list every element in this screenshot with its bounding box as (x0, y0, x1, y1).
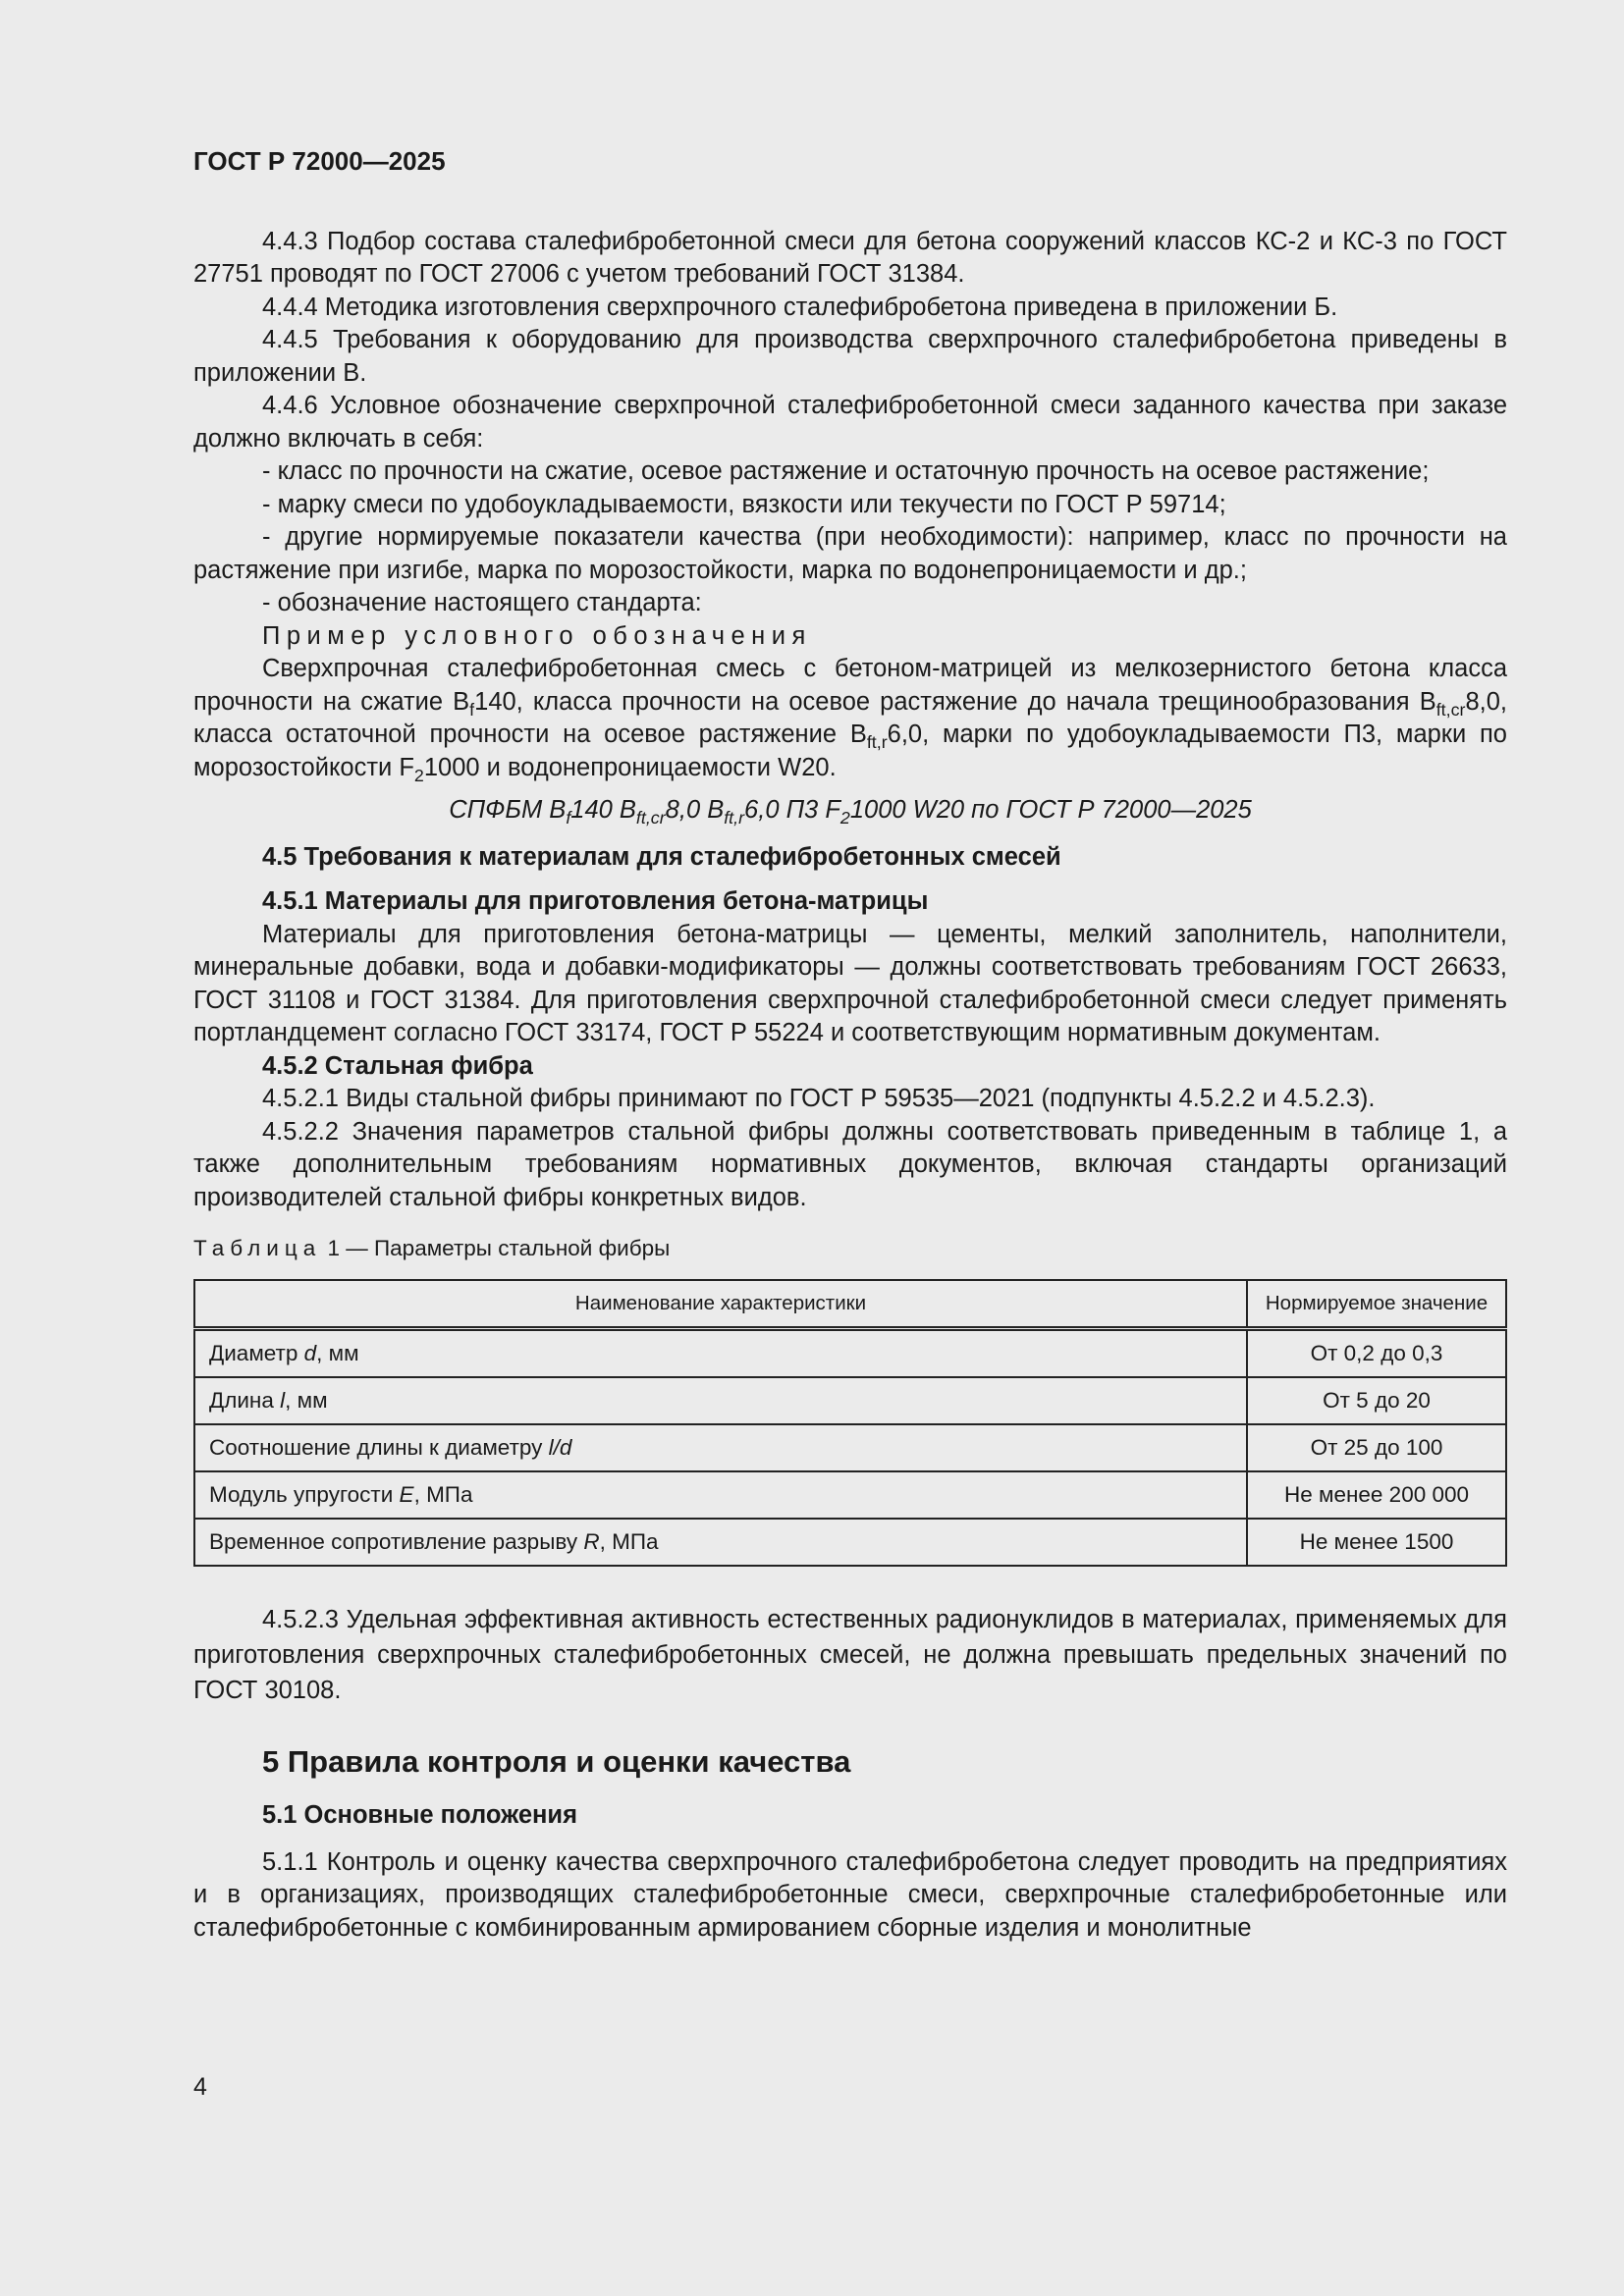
clause-4-4-6: 4.4.6 Условное обозначение сверхпрочной сталефибробетонной смеси заданного качества при заказе должно включать в себя: (193, 392, 1507, 453)
section-heading-4-5-2: 4.5.2 Стальная фибра (262, 1051, 533, 1080)
section-heading-4-5-1: 4.5.1 Материалы для приготовления бетона-матрицы (262, 887, 929, 915)
list-item: - марку смеси по удобоукладываемости, вязкости или текучести по ГОСТ Р 59714; (262, 490, 1226, 518)
table-row: Модуль упругости E, МПа Не менее 200 000 (194, 1471, 1506, 1519)
section-heading-4-5: 4.5 Требования к материалам для сталефибробетонных смесей (262, 842, 1061, 871)
list-item: - обозначение настоящего стандарта: (262, 589, 702, 616)
table-row: Диаметр d, мм От 0,2 до 0,3 (194, 1328, 1506, 1377)
clause-5-1-1: 5.1.1 Контроль и оценку качества сверхпрочного сталефибробетона следует проводить на предприятиях и в организациях, производящих сталефибробетонные смеси, сверхпрочные сталефибробетонные или сталефибробетонные с комбинированным армированием сборные изделия и монолитные (193, 1847, 1507, 1942)
section-heading-5: 5 Правила контроля и оценки качества (262, 1743, 851, 1779)
clause-4-5-1: Материалы для приготовления бетона-матрицы — цементы, мелкий заполнитель, наполнители, минеральные добавки, вода и добавки-модификаторы — должны соответствовать требованиям ГОСТ 26633, ГОСТ 31108 и ГОСТ 31384. Для приготовления сверхпрочной сталефибробетонной смеси следует применять портландцемент согласно ГОСТ 33174, ГОСТ Р 55224 и соответствующим нормативным документам. (193, 920, 1507, 1046)
table-caption: Таблица 1 — Параметры стальной фибры (193, 1236, 671, 1260)
example-label: Пример условного обозначения (262, 621, 812, 650)
list-item: - класс по прочности на сжатие, осевое растяжение и остаточную прочность на осевое растяжение; (262, 457, 1430, 485)
parameters-table (193, 1279, 1507, 1567)
table-row: Длина l, мм От 5 до 20 (194, 1377, 1506, 1424)
table-header: Наименование характеристики (194, 1280, 1247, 1329)
table-header: Нормируемое значение (1247, 1280, 1506, 1329)
clause-4-5-2-2: 4.5.2.2 Значения параметров стальной фибры должны соответствовать приведенным в таблице 1, а также дополнительным требованиям нормативных документов, включая стандарты организаций производителей стальной фибры конкретных видов. (193, 1117, 1507, 1211)
table-row: Соотношение длины к диаметру l/d От 25 до 100 (194, 1424, 1506, 1471)
document-page (193, 145, 1507, 1945)
page-number: 4 (193, 2073, 207, 2101)
document-header: ГОСТ Р 72000—2025 (193, 146, 446, 176)
clause-4-4-3: 4.4.3 Подбор состава сталефибробетонной смеси для бетона сооружений классов КС-2 и КС-3 по ГОСТ 27751 проводят по ГОСТ 27006 с учетом требований ГОСТ 31384. (193, 227, 1507, 288)
clause-4-5-2-1: 4.5.2.1 Виды стальной фибры принимают по ГОСТ Р 59535—2021 (подпункты 4.5.2.2 и 4.5.2.3). (262, 1085, 1376, 1112)
clause-4-4-4: 4.4.4 Методика изготовления сверхпрочного сталефибробетона приведена в приложении Б. (262, 293, 1338, 321)
section-heading-5-1: 5.1 Основные положения (262, 1801, 577, 1829)
clause-4-4-5: 4.4.5 Требования к оборудованию для производства сверхпрочного сталефибробетона приведены в приложении В. (193, 326, 1507, 387)
designation-formula: СПФБМ $B_f140$ $B_{ft,cr}8,0$ $B_{ft,r}6,0$ П3 $F_21000$ W20 по ГОСТ Р 72000—2025 (449, 796, 1252, 828)
table-row: Временное сопротивление разрыву R, МПа Не менее 1500 (194, 1519, 1506, 1566)
clause-4-5-2-3: 4.5.2.3 Удельная эффективная активность естественных радионуклидов в материалах, применяемых для приготовления сверхпрочных сталефибробетонных смесей, не должна превышать предельных значений по ГОСТ 30108. (193, 1605, 1507, 1704)
list-item: - другие нормируемые показатели качества (при необходимости): например, класс по прочности на растяжение при изгибе, марка по морозостойкости, марка по водонепроницаемости и др.; (193, 523, 1507, 584)
example-text: Сверхпрочная сталефибробетонная смесь с бетоном-матрицей из мелкозернистого бетона класса прочности на сжатие $B_f140$, класса прочности на осевое растяжение до начала трещинообразования $B_{ft,cr}8,0$, класса остаточной прочности на осевое растяжение $B_{ft,r}6,0$, марки по удобоукладываемости П3, марки по морозостойкости $F_21000$ и водонепроницаемости W20. (193, 655, 1507, 785)
